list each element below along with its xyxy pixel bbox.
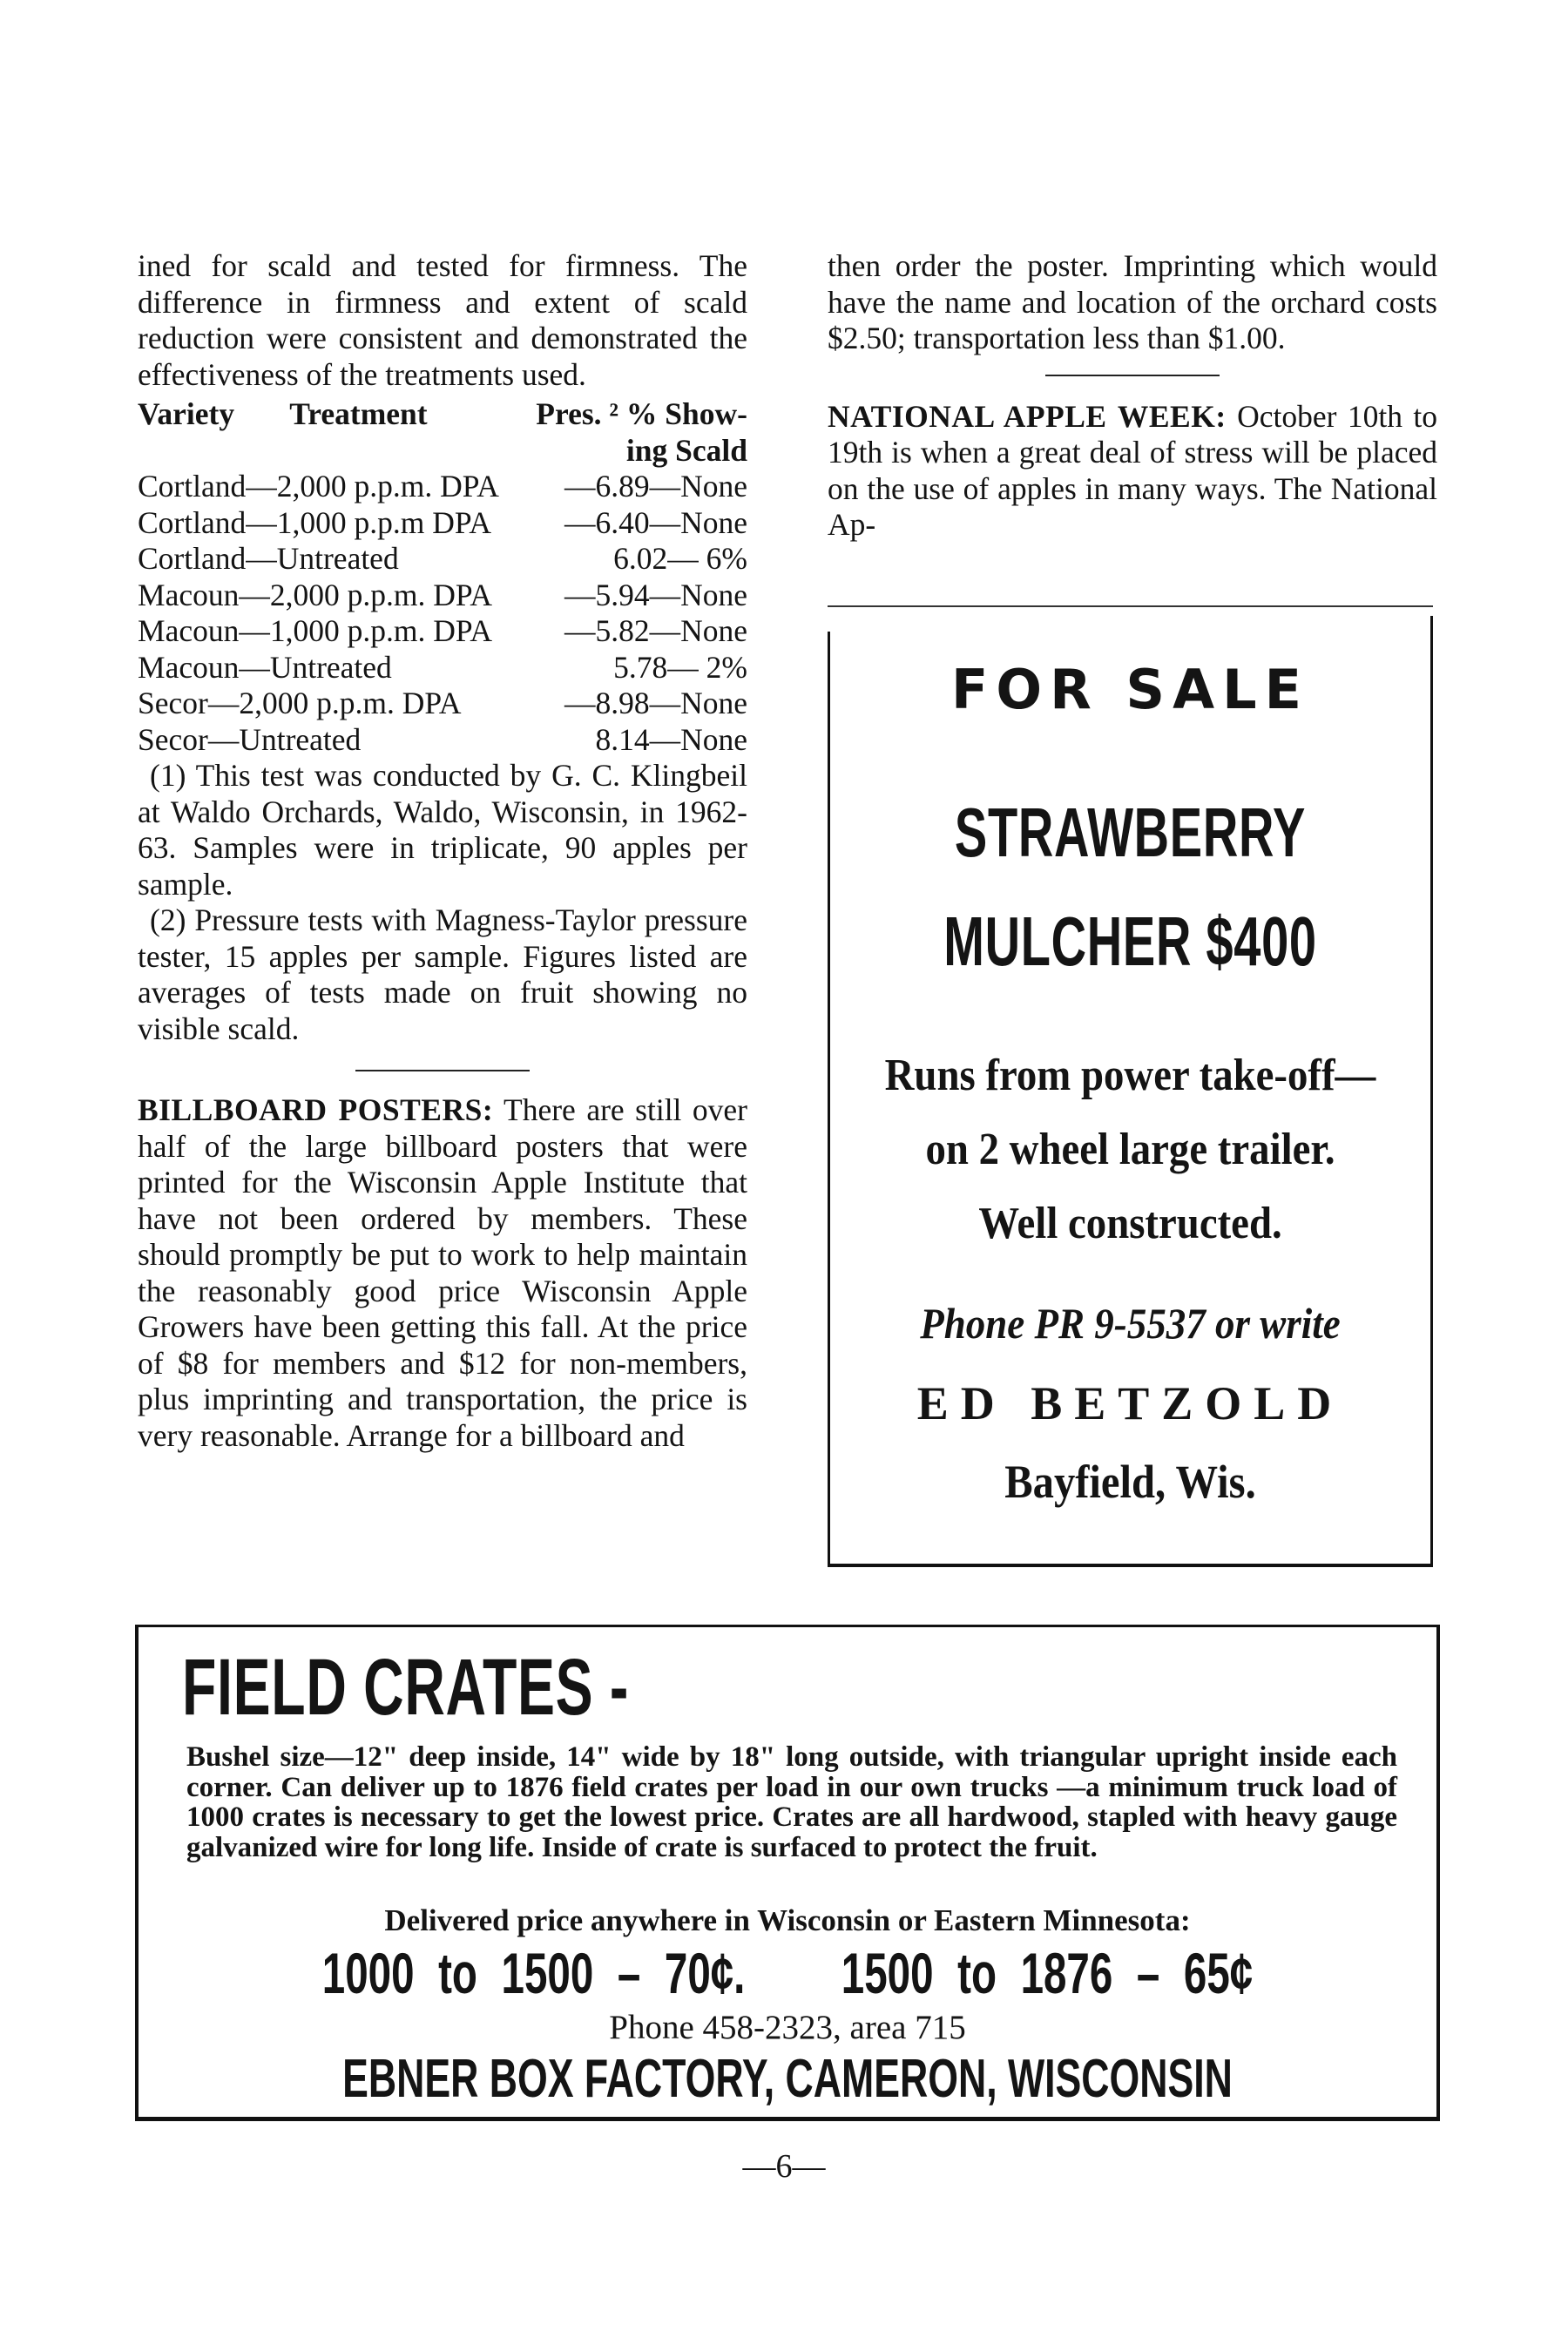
- row-variety: Secor: [138, 686, 208, 720]
- row-variety: Cortland: [138, 504, 247, 540]
- header-pres-scald: [536, 396, 747, 433]
- header-pres: Pres. ²: [536, 396, 619, 431]
- row-treatment: —Untreated: [239, 649, 392, 685]
- header-variety: Variety: [138, 396, 235, 431]
- ad-border-top: [828, 605, 1433, 607]
- apple-week-heading: NATIONAL APPLE WEEK:: [828, 398, 1227, 434]
- table-row: [138, 722, 747, 759]
- apple-week-paragraph: [828, 399, 1437, 544]
- table-row: [138, 686, 747, 722]
- billboard-text: There are still over half of the large billboard posters that were printed for the Wisconsin Apple Institute that have not been ordered by members. These should promptly be put to work to help maintain the reasonably good price Wisconsin Apple Growers have been getting this fall. At the price of $8 for members and $12 for non-members, plus imprinting and transportation, the price is very reasonable. Arrange for a billboard and: [138, 1092, 748, 1453]
- page-number: —6—: [742, 2148, 826, 2185]
- table-row: [138, 578, 747, 614]
- row-variety: Macoun: [138, 649, 240, 685]
- table-header-row: [138, 396, 747, 433]
- crates-description: Bushel size—12" deep inside, 14" wide by 18" long outside, with triangular upright inside each corner. Can deliver up to 1876 field crates per load in our own trucks —a minimum truck load of 1000 crates is necessary to get the lowest price. Crates are all hardwood, stapled with heavy gauge galvanized wire for long life. Inside of crate is surfaced to protect the fruit.: [186, 1741, 1397, 1863]
- left-column: [138, 248, 747, 1454]
- row-result: —6.89—None: [564, 469, 747, 504]
- company-name: EBNER BOX FACTORY, CAMERON, WISCONSIN: [342, 2049, 1233, 2109]
- row-treatment: —2,000 p.p.m. DPA: [239, 577, 492, 612]
- row-variety: Cortland: [138, 541, 247, 576]
- crates-phone: Phone 458-2323, area 715: [609, 2009, 966, 2046]
- scald-results-table: [138, 396, 747, 758]
- table-row: [138, 650, 747, 686]
- ad-border-bottom: [828, 1564, 1433, 1567]
- right-column: [828, 248, 1437, 544]
- row-result: 5.78— 2%: [613, 649, 747, 685]
- seller-location: Bayfield, Wis.: [1004, 1456, 1256, 1508]
- row-treatment: —1,000 p.p.m. DPA: [239, 613, 492, 648]
- product-name-line1: STRAWBERRY: [954, 794, 1307, 871]
- billboard-paragraph: [138, 1092, 747, 1454]
- delivered-price-line: Delivered price anywhere in Wisconsin or Eastern Minnesota:: [384, 1903, 1191, 1937]
- table-row: [138, 613, 747, 650]
- apple-week-text: October 10th to 19th is when a great deal of stress will be placed on the use of apples in many ways. The National Ap-: [828, 398, 1438, 542]
- row-variety: Macoun: [138, 613, 240, 648]
- row-result: —6.40—None: [564, 504, 747, 540]
- row-treatment: —Untreated: [207, 721, 362, 757]
- table-row: [138, 469, 747, 505]
- row-result: 8.14—None: [595, 721, 747, 757]
- row-result: —8.98—None: [564, 686, 747, 720]
- poster-continued-paragraph: then order the poster. Imprinting which would have the name and location of the orchard costs $2.50; transportation less than $1.00.: [828, 248, 1437, 355]
- section-divider: [1045, 375, 1220, 376]
- table-row: [138, 541, 747, 578]
- row-result: —5.82—None: [564, 613, 747, 648]
- price-tier-1: 1000 to 1500 – 70¢.: [321, 1941, 746, 2005]
- row-variety: Macoun: [138, 577, 240, 612]
- header-scald-line2: ing Scald: [625, 432, 747, 468]
- table-header-row-2: [138, 433, 747, 470]
- price-tier-2: 1500 to 1876 – 65¢: [841, 1941, 1254, 2005]
- for-sale-heading: FOR SALE: [951, 658, 1309, 721]
- feature-line-2: on 2 wheel large trailer.: [925, 1125, 1335, 1174]
- row-variety: Cortland: [138, 469, 247, 504]
- row-treatment: —1,000 p.p.m DPA: [246, 504, 491, 540]
- footnote-1: (1) This test was conducted by G. C. Klingbeil at Waldo Orchards, Waldo, Wisconsin, in 1962-63. Samples were in triplicate, 90 apples per sample.: [138, 758, 747, 902]
- table-row: [138, 505, 747, 542]
- ad-border-top: [135, 1625, 1440, 1627]
- feature-line-1: Runs from power take-off—: [884, 1051, 1376, 1100]
- row-treatment: —2,000 p.p.m. DPA: [246, 469, 499, 504]
- billboard-heading: BILLBOARD POSTERS:: [138, 1092, 494, 1127]
- section-divider: [355, 1070, 530, 1071]
- crates-title: FIELD CRATES -: [182, 1643, 630, 1732]
- footnote-2: (2) Pressure tests with Magness-Taylor pressure tester, 15 apples per sample. Figures listed are averages of tests made on fruit showing no visible scald.: [138, 902, 747, 1046]
- seller-name: ED BETZOLD: [916, 1377, 1344, 1429]
- row-variety: Secor: [138, 721, 208, 757]
- header-scald-line1: % Show-: [625, 396, 747, 431]
- price-line: [321, 1940, 1255, 2006]
- row-result: 6.02— 6%: [613, 541, 747, 576]
- contact-line: Phone PR 9-5537 or write: [920, 1299, 1341, 1348]
- row-treatment: —2,000 p.p.m. DPA: [207, 686, 462, 720]
- feature-line-3: Well constructed.: [978, 1199, 1282, 1248]
- row-treatment: —Untreated: [246, 541, 399, 576]
- field-crates-ad: [135, 1625, 1440, 2121]
- header-treatment: Treatment: [289, 396, 428, 431]
- intro-paragraph: ined for scald and tested for firmness. The difference in firmness and extent of scald reduction were consistent and demonstrated the effectiveness of the treatments used.: [138, 248, 747, 392]
- strawberry-mulcher-ad: [828, 605, 1433, 1564]
- row-result: —5.94—None: [564, 577, 747, 612]
- product-name-line2: MULCHER $400: [943, 902, 1317, 980]
